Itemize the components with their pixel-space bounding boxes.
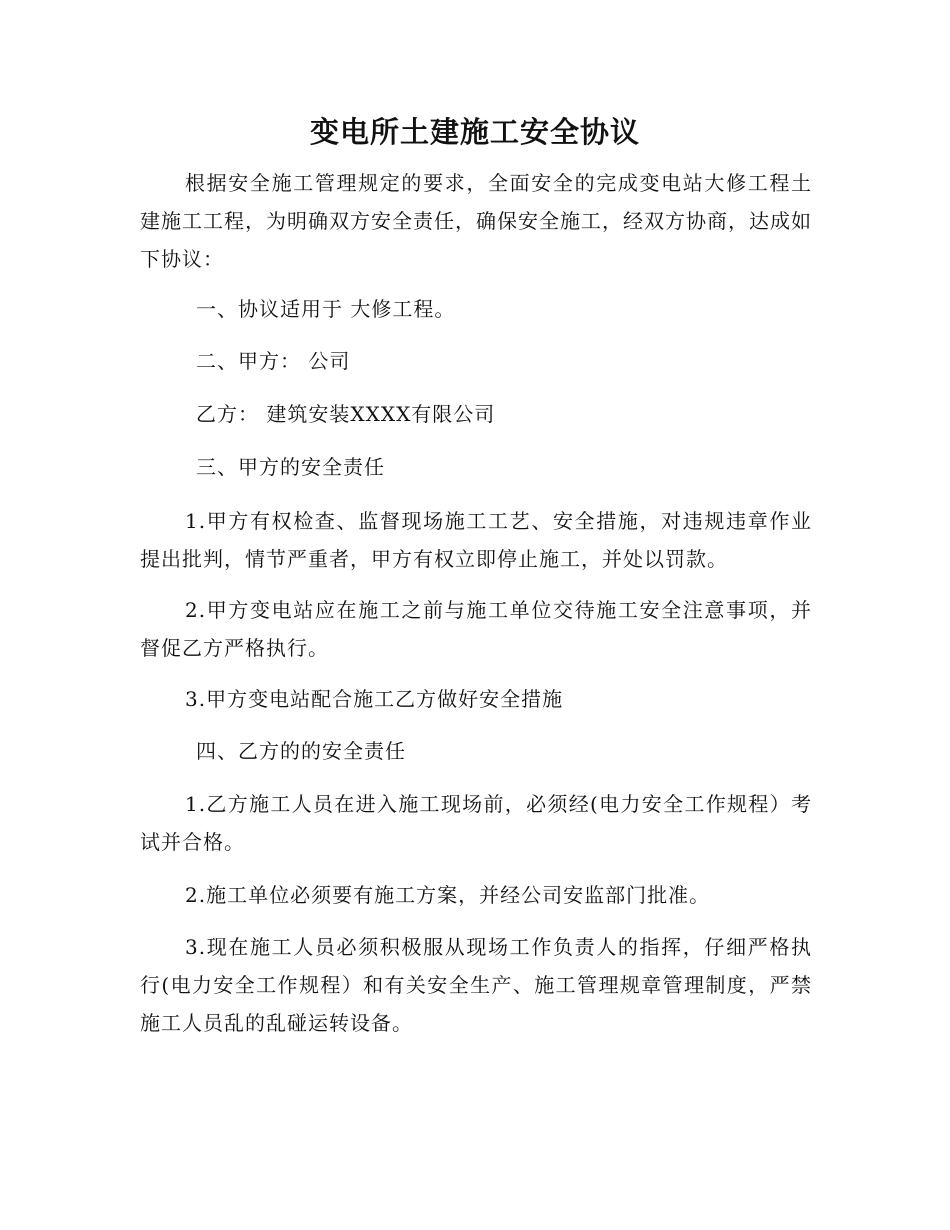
section-3-item-2: 2.甲方变电站应在施工之前与施工单位交待施工安全注意事项，并督促乙方严格执行。 — [140, 598, 812, 660]
intro-paragraph: 根据安全施工管理规定的要求，全面安全的完成变电站大修工程土建施工工程，为明确双方安全责任，确保安全施工，经双方协商，达成如下协议： — [140, 171, 812, 271]
section-4-heading: 四、乙方的的安全责任 — [196, 739, 406, 763]
party-b: 乙方： 建筑安装XXXX有限公司 — [196, 402, 496, 426]
section-2-party-a: 二、甲方： 公司 — [196, 349, 351, 373]
section-3-heading: 三、甲方的安全责任 — [196, 455, 385, 479]
section-4-item-3: 3.现在施工人员必须积极服从现场工作负责人的指挥，仔细严格执行(电力安全工作规程）和有关安全生产、施工管理规章管理制度，严禁施工人员乱的乱碰运转设备。 — [140, 935, 812, 1035]
section-3-item-1: 1.甲方有权检查、监督现场施工工艺、安全措施，对违规违章作业提出批判，情节严重者，甲方有权立即停止施工，并处以罚款。 — [140, 509, 812, 571]
section-4-item-1: 1.乙方施工人员在进入施工现场前，必须经(电力安全工作规程）考试并合格。 — [140, 792, 812, 854]
section-3-item-3: 3.甲方变电站配合施工乙方做好安全措施 — [185, 687, 564, 711]
document-title: 变电所土建施工安全协议 — [309, 115, 640, 149]
section-1-scope: 一、协议适用于 大修工程。 — [196, 297, 456, 321]
section-4-item-2: 2.施工单位必须要有施工方案，并经公司安监部门批准。 — [185, 883, 711, 907]
